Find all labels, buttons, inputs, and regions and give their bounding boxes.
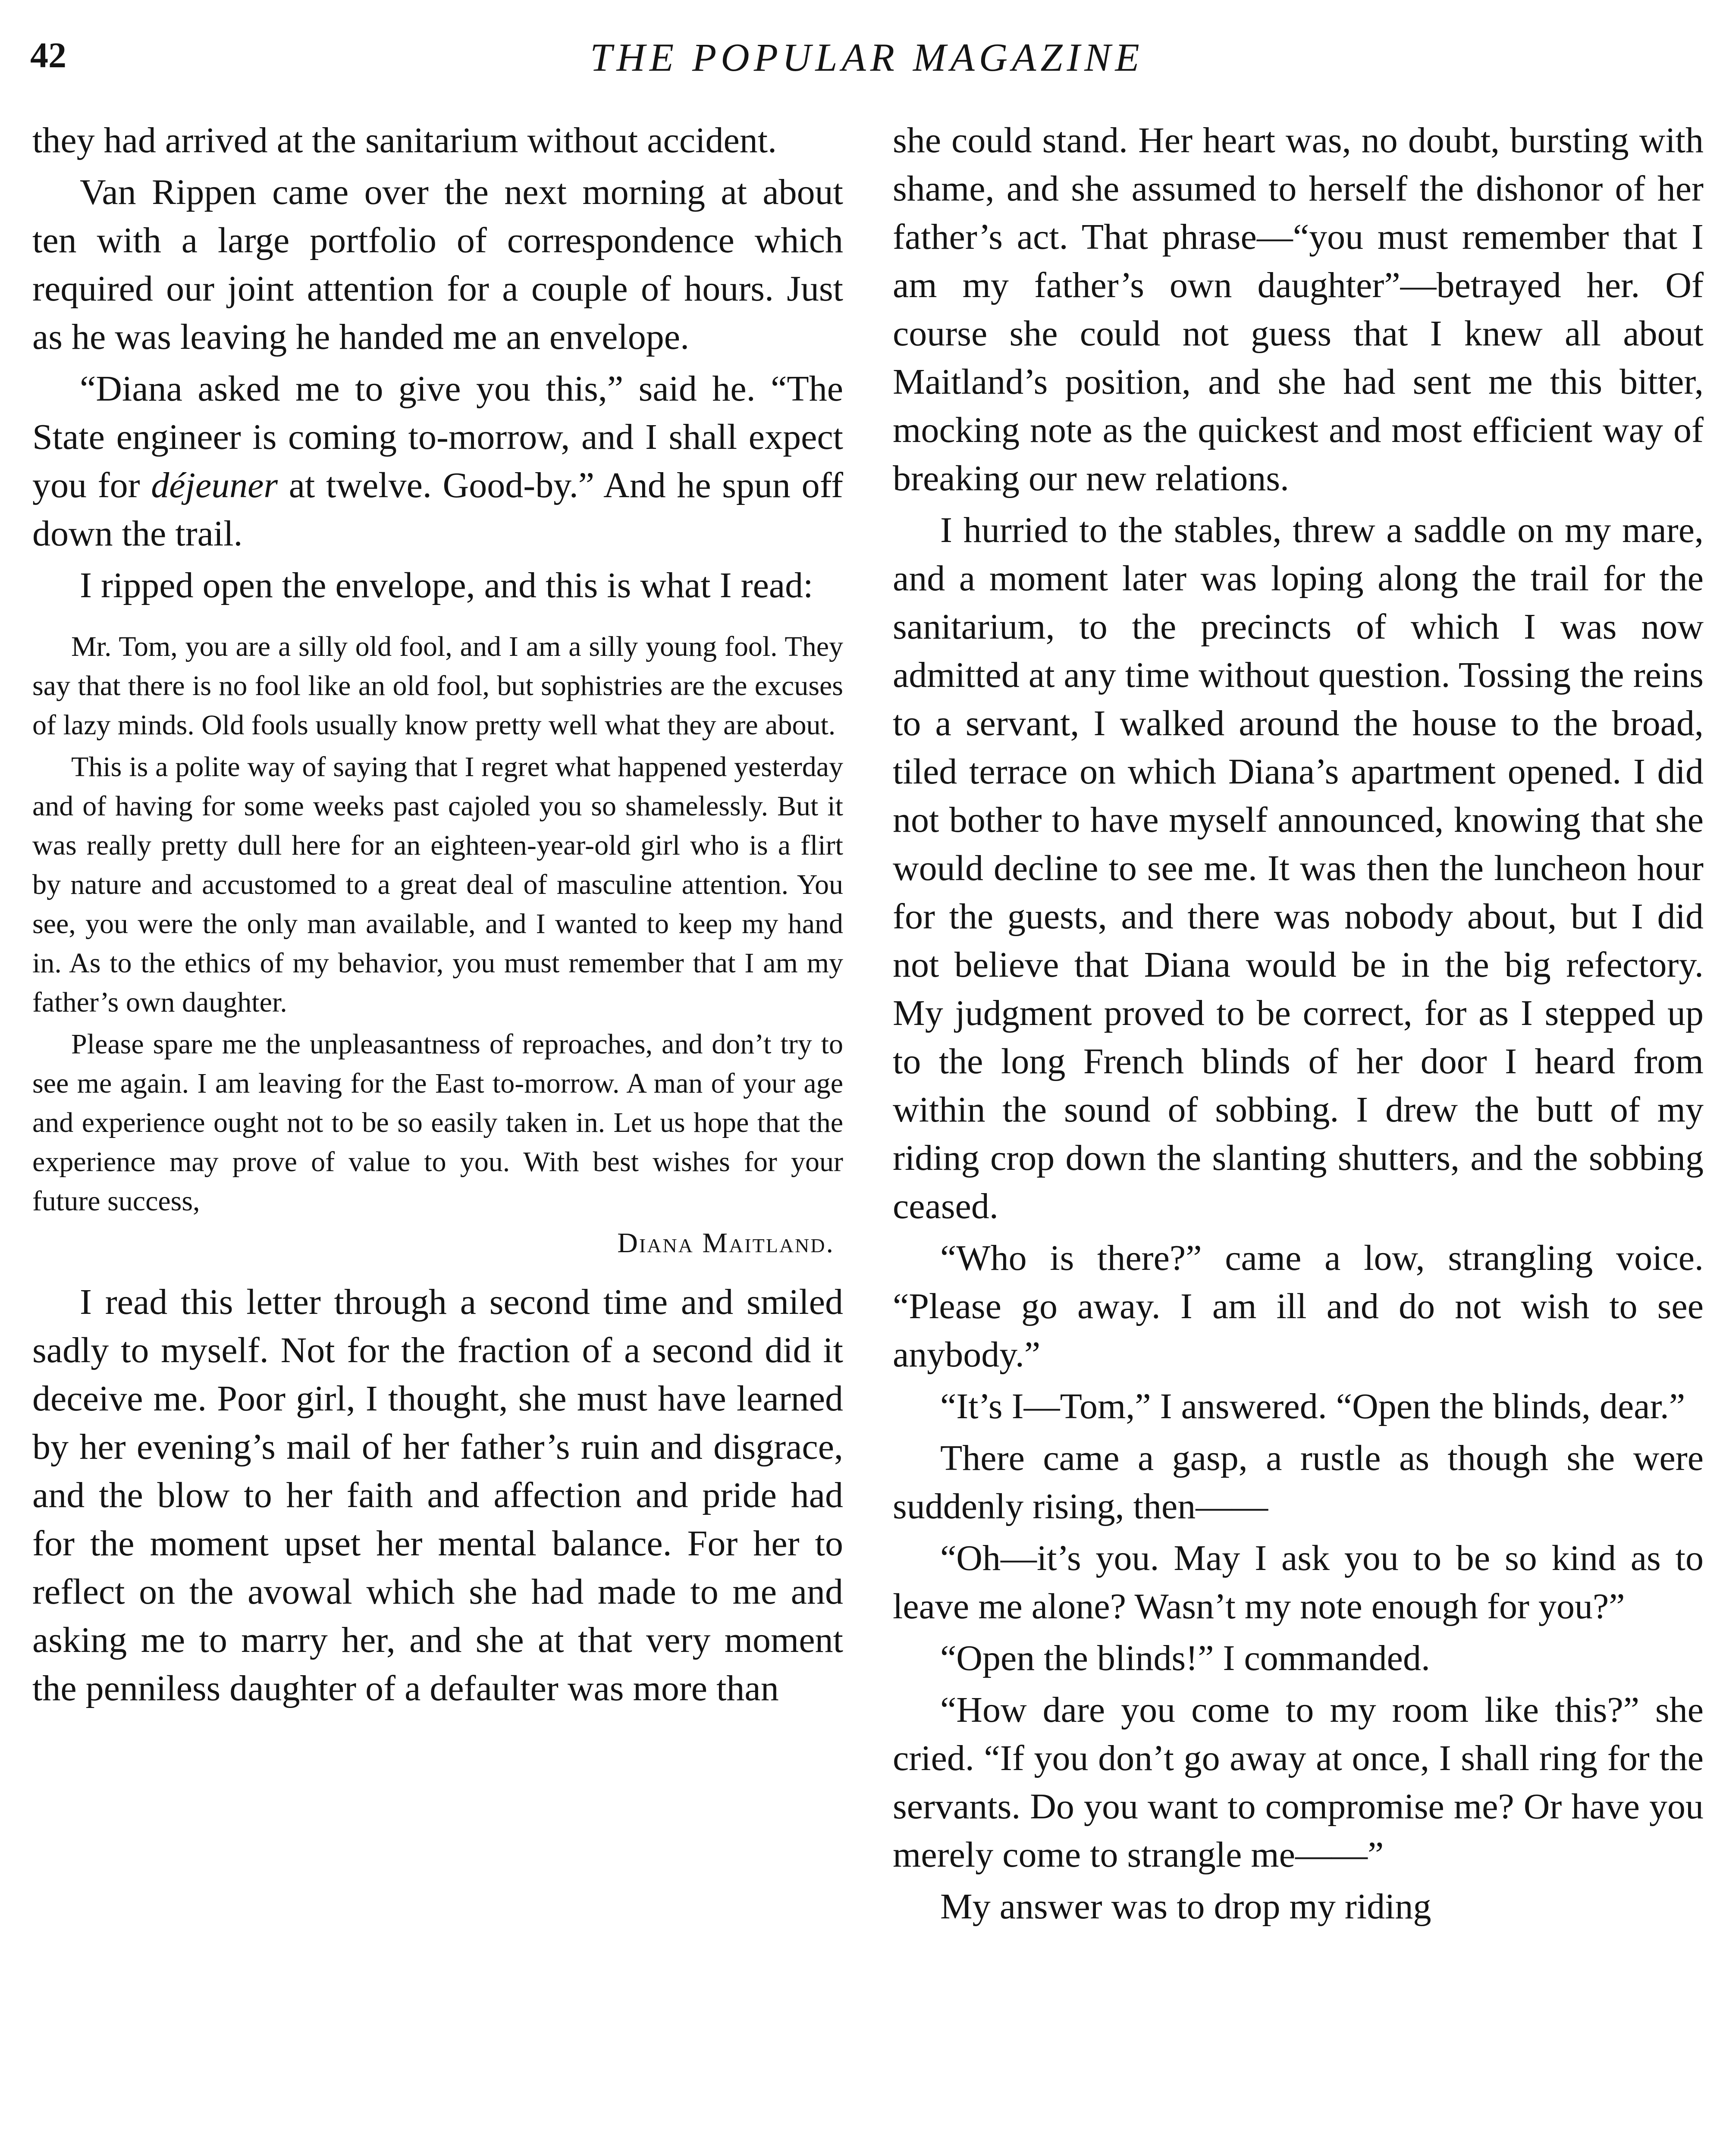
paragraph: Van Rippen came over the next morning at about ten with a large portfolio of correspondence which required our joint attention for a couple of hours. Just as he was leaving he handed me an envelope.: [32, 172, 843, 357]
paragraph: “Who is there?” came a low, strangling voice. “Please go away. I am ill and do not wish to see anybody.”: [893, 1238, 1704, 1375]
paragraph: she could stand. Her heart was, no doubt, bursting with shame, and she assumed to herself the dishonor of her father’s act. That phrase—“you must remember that I am my father’s own daughter”—betrayed her. Of course she could not guess that I knew all about Maitland’s position, and she had sent me this bitter, mocking note as the quickest and most efficient way of breaking our new relations.: [893, 120, 1704, 498]
quoted-letter: [32, 627, 843, 1263]
letter-paragraph: Please spare me the unpleasantness of reproaches, and don’t try to see me again. I am leaving for the East to-morrow. A man of your age and experience ought not to be so easily taken in. Let us hope that the experience may prove of value to you. With best wishes for your future success,: [32, 1028, 843, 1217]
paragraph: I hurried to the stables, threw a saddle on my mare, and a moment later was loping along the trail for the sanitarium, to the precincts of which I was now admitted at any time without question. Tossing the reins to a servant, I walked around the house to the broad, tiled terrace on which Diana’s apartment opened. I did not bother to have myself announced, knowing that she would decline to see me. It was then the luncheon hour for the guests, and there was nobody about, but I did not believe that Diana would be in the big refectory. My judgment proved to be correct, for as I stepped up to the long French blinds of her door I heard from within the sound of sobbing. I drew the butt of my riding crop down the slanting shutters, and the sobbing ceased.: [893, 510, 1704, 1226]
left-column: [32, 116, 843, 1716]
italic-word: déjeuner: [151, 465, 278, 505]
paragraph: “Oh—it’s you. May I ask you to be so kind as to leave me alone? Wasn’t my note enough for you?”: [893, 1538, 1704, 1626]
page-header: [30, 34, 1704, 91]
paragraph-text: at twelve. Good-by.” And he spun off down the trail.: [32, 465, 844, 554]
magazine-title: THE POPULAR MAGAZINE: [590, 35, 1144, 79]
paragraph: My answer was to drop my riding: [940, 1887, 1431, 1927]
letter-signature: Diana Maitland.: [617, 1227, 835, 1259]
paragraph: they had arrived at the sanitarium without accident.: [32, 120, 777, 160]
letter-paragraph: Mr. Tom, you are a silly old fool, and I am a silly young fool. They say that there is no fool like an old fool, but sophistries are the excuses of lazy minds. Old fools usually know pretty well what they are about.: [32, 631, 843, 741]
paragraph: “How dare you come to my room like this?” she cried. “If you don’t go away at once, I shall ring for the servants. Do you want to compromise me? Or have you merely come to strangle me——”: [893, 1690, 1704, 1875]
paragraph: I read this letter through a second time and smiled sadly to myself. Not for the fraction of a second did it deceive me. Poor girl, I thought, she must have learned by her evening’s mail of her father’s ruin and disgrace, and the blow to her faith and affection and pride had for the moment upset her mental balance. For her to reflect on the avowal which she had made to me and asking me to marry her, and she at that very moment the penniless daughter of a defaulter was more than: [32, 1282, 843, 1708]
page-number: 42: [30, 35, 66, 75]
right-column: [893, 116, 1704, 1934]
paragraph: [32, 365, 843, 558]
paragraph: There came a gasp, a rustle as though she were suddenly rising, then——: [893, 1438, 1704, 1526]
paragraph-text: “Diana asked me to give you this,” said he. “The State engineer is coming to-morrow, and I shall expect you for: [32, 369, 843, 505]
paragraph: “Open the blinds!” I commanded.: [940, 1638, 1430, 1678]
letter-paragraph: This is a polite way of saying that I regret what happened yesterday and of having for some weeks past cajoled you so shamelessly. But it was really pretty dull here for an eighteen-year-old girl who is a flirt by nature and accustomed to a great deal of masculine attention. You see, you were the only man available, and I wanted to keep my hand in. As to the ethics of my behavior, you must remember that I am my father’s own daughter.: [32, 751, 843, 1018]
paragraph: I ripped open the envelope, and this is what I read:: [80, 565, 813, 605]
paragraph: “It’s I—Tom,” I answered. “Open the blinds, dear.”: [940, 1386, 1685, 1426]
